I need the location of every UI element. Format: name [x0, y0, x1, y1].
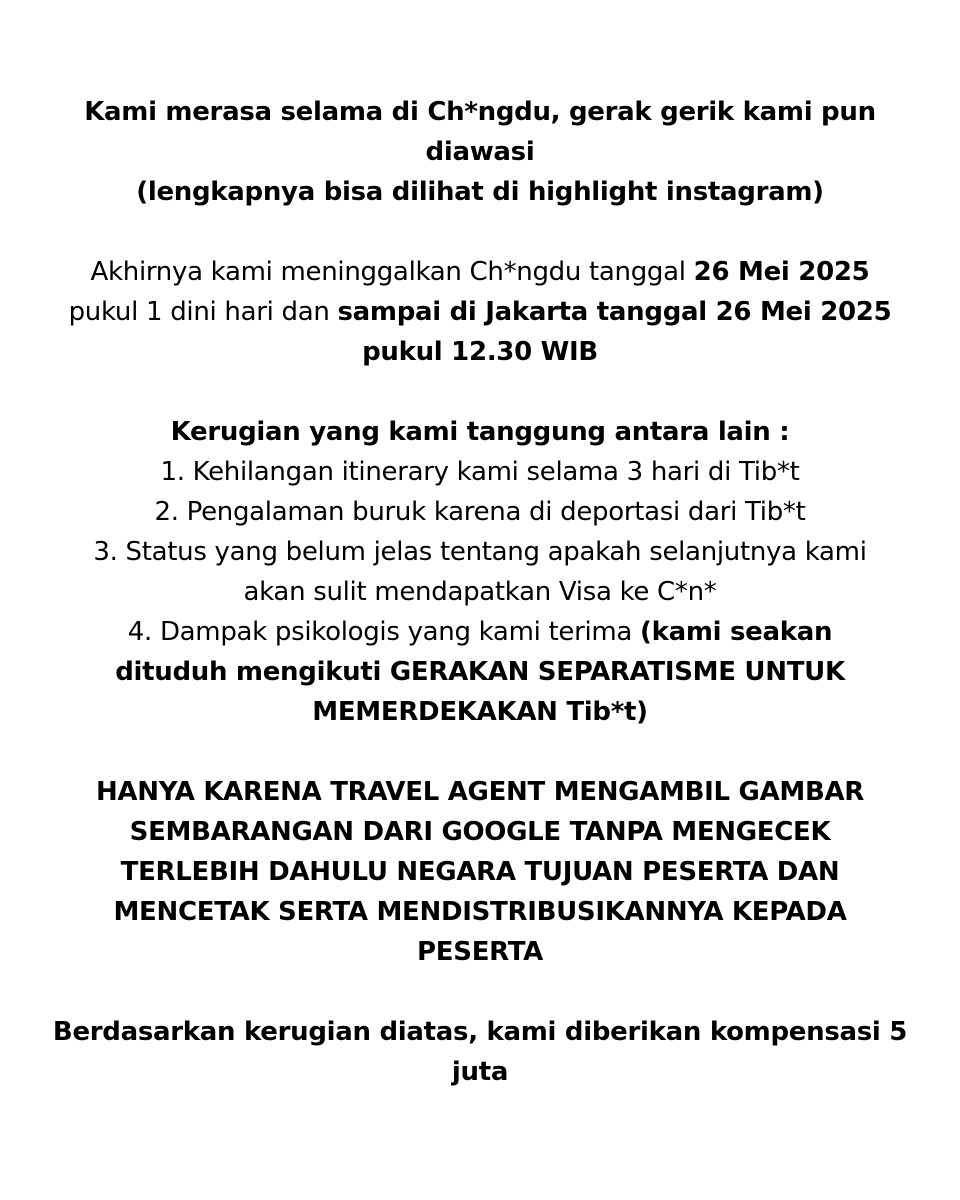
losses-paragraph [40, 412, 920, 732]
departure-text-1: Akhirnya kami meninggalkan Ch*ngdu tanggal [90, 257, 694, 287]
loss-item-4-text: 4. Dampak psikologis yang kami terima [127, 617, 641, 647]
losses-heading: Kerugian yang kami tanggung antara lain : [170, 417, 790, 447]
reason-line-4: MENCETAK SERTA MENDISTRIBUSIKANNYA KEPADA [113, 897, 847, 927]
document-body [40, 92, 920, 1092]
loss-item-1: 1. Kehilangan itinerary kami selama 3 hari di Tib*t [160, 457, 800, 487]
arrival-text-b: pukul 12.30 WIB [362, 337, 598, 367]
intro-paragraph [40, 92, 920, 212]
intro-line-1: Kami merasa selama di Ch*ngdu, gerak gerik kami pun [84, 97, 876, 127]
compensation-paragraph [40, 1012, 920, 1092]
compensation-line-2: juta [451, 1057, 509, 1087]
intro-line-3: (lengkapnya bisa dilihat di highlight instagram) [136, 177, 824, 207]
reason-paragraph [40, 772, 920, 972]
departure-line-2 [40, 292, 920, 332]
spacer [40, 732, 920, 772]
loss-item-3-line-1: 3. Status yang belum jelas tentang apakah selanjutnya kami [93, 537, 867, 567]
departure-paragraph [40, 252, 920, 372]
loss-item-3-line-2: akan sulit mendapatkan Visa ke C*n* [243, 577, 717, 607]
spacer [40, 972, 920, 1012]
loss-item-4-bold-a: (kami seakan [640, 617, 833, 647]
loss-item-4-line-1 [40, 612, 920, 652]
loss-item-4-bold-c: MEMERDEKAKAN Tib*t) [312, 697, 648, 727]
spacer [40, 212, 920, 252]
reason-line-2: SEMBARANGAN DARI GOOGLE TANPA MENGECEK [129, 817, 831, 847]
intro-line-2: diawasi [425, 137, 535, 167]
departure-text-2: pukul 1 dini hari dan [68, 297, 338, 327]
loss-item-2: 2. Pengalaman buruk karena di deportasi dari Tib*t [154, 497, 806, 527]
arrival-text-a: sampai di Jakarta tanggal 26 Mei 2025 [337, 297, 892, 327]
departure-date: 26 Mei 2025 [693, 257, 870, 287]
compensation-line-1: Berdasarkan kerugian diatas, kami diberikan kompensasi 5 [52, 1017, 908, 1047]
reason-line-3: TERLEBIH DAHULU NEGARA TUJUAN PESERTA DAN [120, 857, 840, 887]
reason-line-1: HANYA KARENA TRAVEL AGENT MENGAMBIL GAMBAR [95, 777, 865, 807]
reason-line-5: PESERTA [417, 937, 543, 967]
loss-item-4-bold-b: dituduh mengikuti GERAKAN SEPARATISME UNTUK [115, 657, 845, 687]
departure-line-1 [40, 252, 920, 292]
spacer [40, 372, 920, 412]
